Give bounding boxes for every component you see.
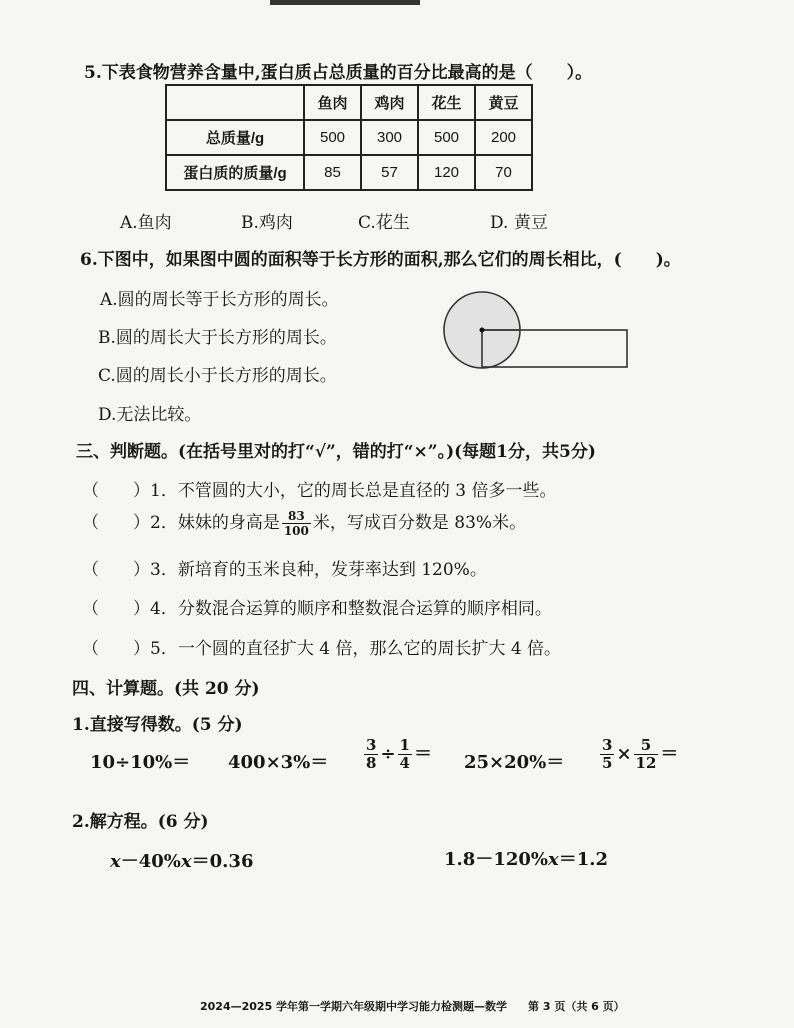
- q6-option-b: B.圆的周长大于长方形的周长。: [98, 328, 337, 348]
- fraction-denominator: 100: [283, 524, 309, 538]
- fraction-1-4: [398, 738, 412, 771]
- table-header-cell: 黄豆: [475, 85, 532, 120]
- calc-expr-5: [598, 738, 678, 771]
- judge-item-4: [82, 594, 552, 619]
- table-cell: 500: [304, 120, 361, 155]
- calc-sub2-title: 2.解方程。(6 分): [72, 812, 209, 832]
- q6-option-d: D.无法比较。: [98, 405, 202, 425]
- table-cell: 120: [418, 155, 475, 190]
- q6-option-a: A.圆的周长等于长方形的周长。: [100, 290, 339, 310]
- fraction-numerator: 83: [282, 510, 311, 524]
- calc-expr-3: [362, 738, 432, 771]
- q5-option-b: B.鸡肉: [241, 213, 293, 233]
- operator-multiply: ×: [616, 743, 632, 765]
- answer-parentheses[interactable]: （ ）: [82, 599, 150, 619]
- row-label: 蛋白质的质量/g: [166, 155, 304, 190]
- q5-stem: 5.下表食物营养含量中,蛋白质占总质量的百分比最高的是（ ）。: [84, 63, 593, 83]
- fraction-denominator: 4: [399, 754, 410, 772]
- table-cell: 57: [361, 155, 418, 190]
- fraction-denominator: 12: [635, 754, 657, 772]
- table-header-cell: 花生: [418, 85, 475, 120]
- footer-title: 2024—2025 学年第一学期六年级期中学习能力检测题—数学: [200, 1000, 508, 1013]
- operator-divide: ÷: [380, 743, 396, 765]
- q6-stem: 6.下图中，如果图中圆的面积等于长方形的面积,那么它们的周长相比，( )。: [80, 250, 681, 270]
- q5-option-c: C.花生: [358, 213, 410, 233]
- table-header-cell: 鱼肉: [304, 85, 361, 120]
- judge-text: 4．分数混合运算的顺序和整数混合运算的顺序相同。: [150, 599, 552, 619]
- fraction-denominator: 5: [602, 754, 613, 772]
- judge-text: 2．妹妹的身高是: [150, 513, 280, 533]
- table-cell: 300: [361, 120, 418, 155]
- section3-title: 三、判断题。(在括号里对的打“√”，错的打“×”。)(每题1分，共5分): [76, 442, 596, 462]
- equals-sign: ＝: [660, 743, 679, 765]
- fraction-numerator: 1: [399, 736, 410, 754]
- nutrition-table: [165, 84, 533, 191]
- section4-title: 四、计算题。(共 20 分): [72, 679, 260, 699]
- table-row: [166, 120, 532, 155]
- calc-expr-2: 400×3%＝: [228, 752, 329, 773]
- variable-x: x: [110, 851, 121, 872]
- circle-rectangle-figure: [440, 290, 640, 376]
- table-cell: 85: [304, 155, 361, 190]
- judge-item-2: [82, 508, 526, 537]
- equation-rhs: ＝1.2: [558, 849, 609, 870]
- fraction-3-5: [600, 738, 614, 771]
- fraction-3-8: [364, 738, 378, 771]
- footer-page: 第 3 页（共 6 页）: [528, 1000, 625, 1013]
- table-row: [166, 155, 532, 190]
- table-header-cell: [166, 85, 304, 120]
- table-cell: 200: [475, 120, 532, 155]
- calc-sub1-title: 1.直接写得数。(5 分): [72, 715, 243, 735]
- calc-expr-4: 25×20%＝: [464, 752, 565, 773]
- equation-term: －40%: [120, 851, 181, 872]
- equals-sign: ＝: [413, 743, 432, 765]
- answer-parentheses[interactable]: （ ）: [82, 639, 150, 659]
- fraction-83-100: [282, 510, 311, 537]
- judge-item-1: [82, 476, 556, 501]
- judge-text: 1．不管圆的大小，它的周长总是直径的 3 倍多一些。: [150, 481, 557, 501]
- variable-x: x: [548, 849, 559, 870]
- judge-text: 5．一个圆的直径扩大 4 倍，那么它的周长扩大 4 倍。: [150, 639, 562, 659]
- equation-2: [444, 845, 608, 871]
- judge-text: 3．新培育的玉米良种，发芽率达到 120%。: [150, 560, 487, 580]
- fraction-numerator: 3: [366, 736, 377, 754]
- answer-parentheses[interactable]: （ ）: [82, 560, 150, 580]
- table-header-row: [166, 85, 532, 120]
- calc-expr-1: 10÷10%＝: [90, 752, 191, 773]
- circle-center-dot: [480, 328, 485, 333]
- equation-term: 1.8－120%: [444, 849, 548, 870]
- table-cell: 500: [418, 120, 475, 155]
- q5-option-d: D. 黄豆: [490, 213, 548, 233]
- table-header-cell: 鸡肉: [361, 85, 418, 120]
- equation-rhs: ＝0.36: [191, 851, 254, 872]
- fraction-numerator: 5: [634, 738, 659, 755]
- fraction-denominator: 8: [366, 754, 377, 772]
- answer-parentheses[interactable]: （ ）: [82, 481, 150, 501]
- row-label: 总质量/g: [166, 120, 304, 155]
- fraction-5-12: [634, 738, 659, 771]
- equation-1: [110, 847, 253, 873]
- top-scan-mark: [270, 0, 420, 5]
- judge-item-5: [82, 634, 561, 659]
- q6-option-c: C.圆的周长小于长方形的周长。: [98, 366, 337, 386]
- q5-option-a: A.鱼肉: [120, 213, 172, 233]
- answer-parentheses[interactable]: （ ）: [82, 513, 150, 533]
- judge-text: 米，写成百分数是 83%米。: [312, 513, 527, 533]
- variable-x: x: [180, 851, 192, 872]
- table-cell: 70: [475, 155, 532, 190]
- judge-item-3: [82, 555, 487, 580]
- fraction-numerator: 3: [602, 736, 613, 754]
